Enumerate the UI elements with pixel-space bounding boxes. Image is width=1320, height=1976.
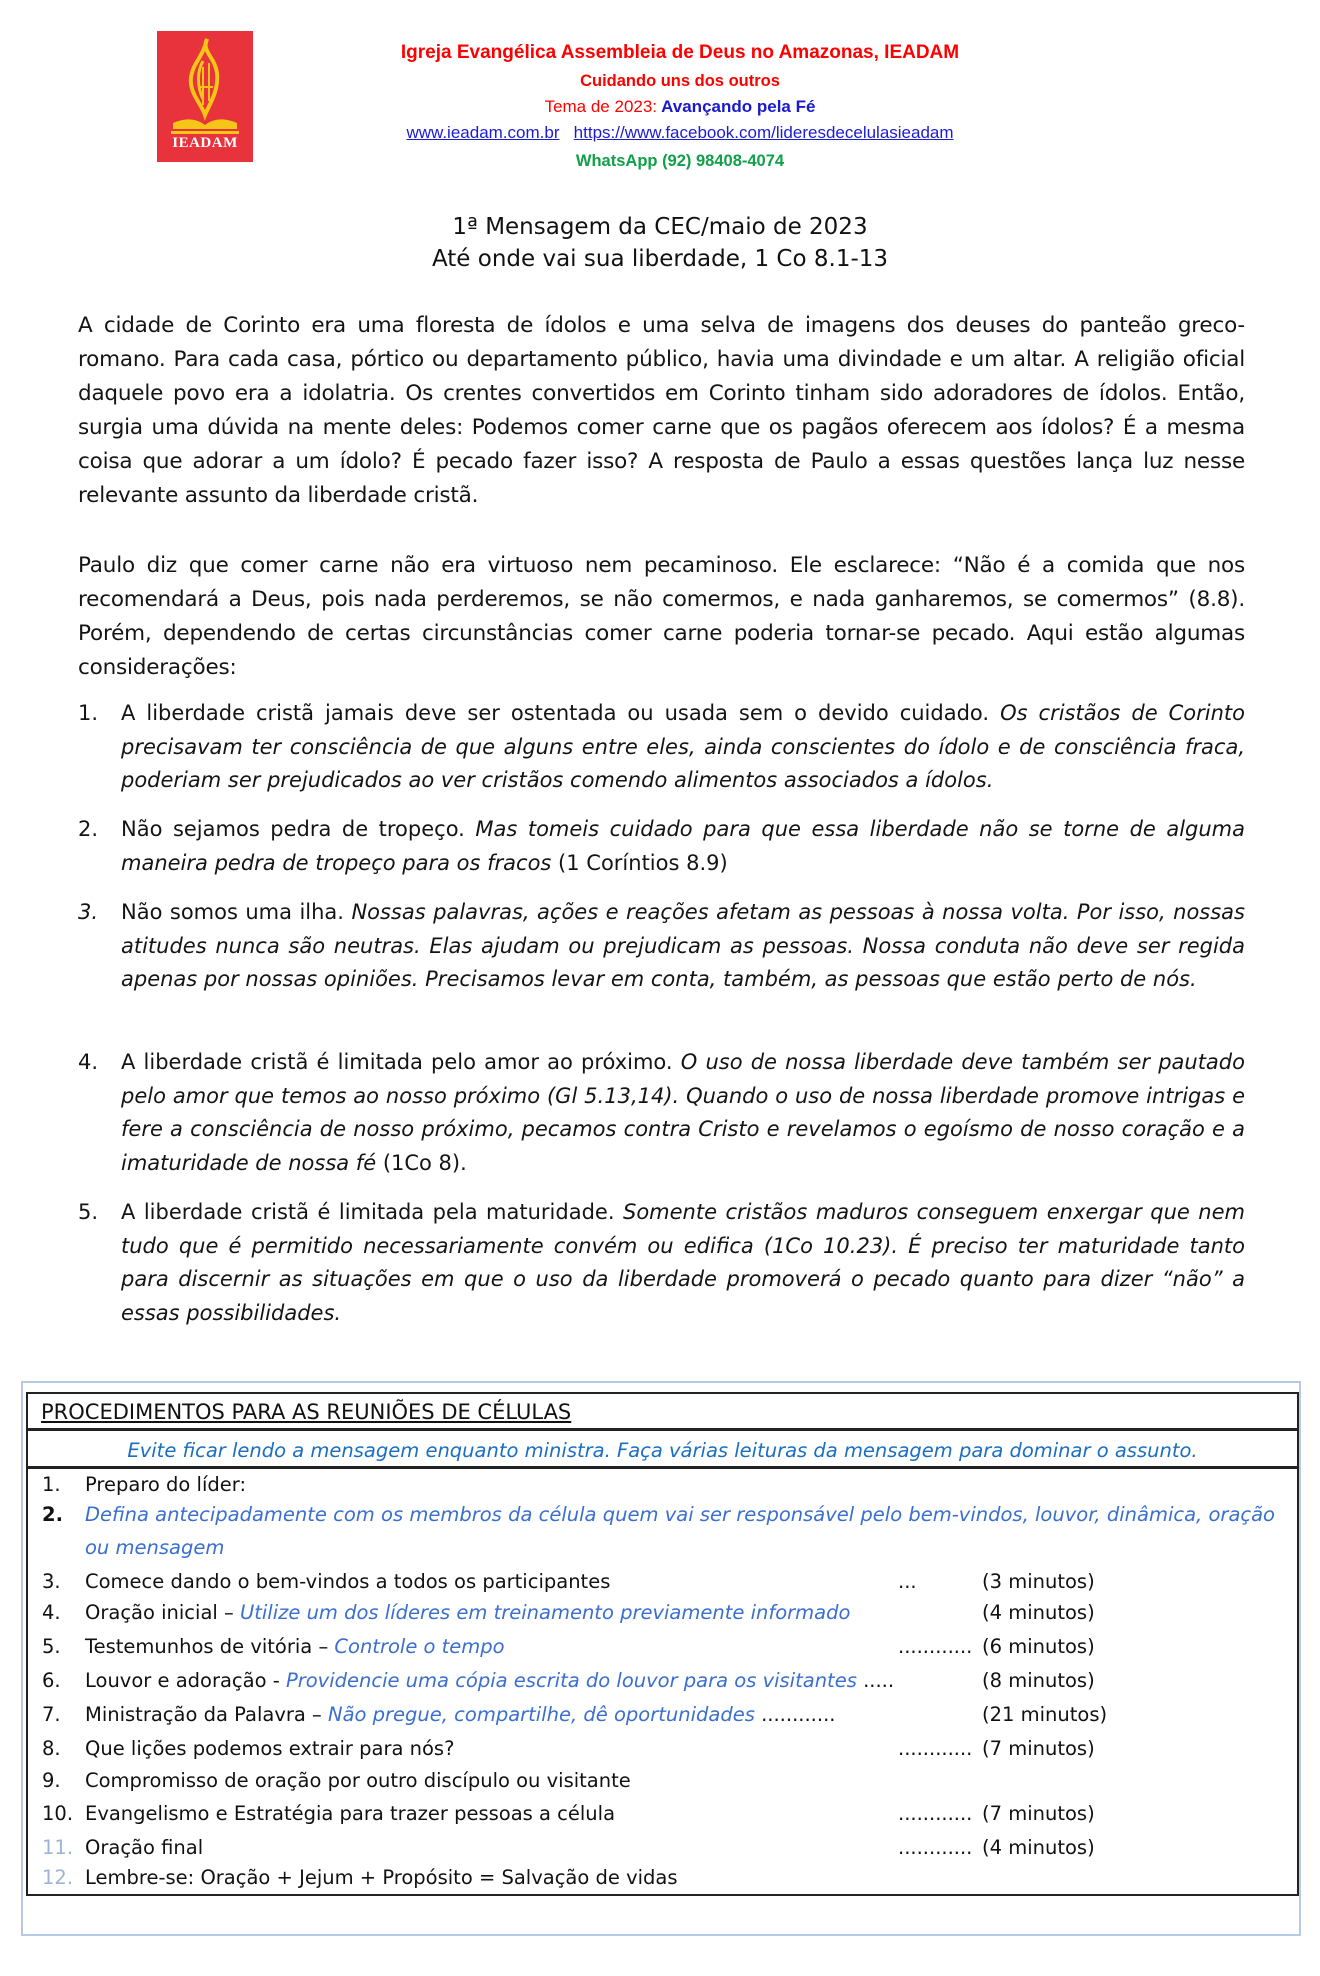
item-lead: A liberdade cristã é limitada pela maturidade. xyxy=(121,1200,615,1224)
row-text: Lembre-se: Oração + Jejum + Propósito = Salvação de vidas xyxy=(85,1866,678,1889)
row-number: 3. xyxy=(42,1570,61,1593)
procedure-row xyxy=(42,1500,85,1530)
row-text: Oração final xyxy=(85,1836,204,1859)
divider xyxy=(26,1466,1299,1469)
procedure-row xyxy=(42,1632,505,1662)
whatsapp: WhatsApp (92) 98408-4074 xyxy=(575,152,785,170)
item-lead: Não somos uma ilha. xyxy=(121,900,344,924)
paragraph-2: Paulo diz que comer carne não era virtuoso nem pecaminoso. Ele esclarece: “Não é a comida que nos recomendará a Deus, pois nada perderemos, se não comermos, e nada ganharemos, se comermos” (8.8). Porém, dependendo de certas circunstâncias comer carne poderia tornar-se pecado. Aqui estão algumas considerações: xyxy=(78,553,1245,680)
dot-leader: ............ xyxy=(761,1703,836,1726)
theme-line xyxy=(300,94,1060,120)
row-hint: Utilize um dos líderes em treinamento previamente informado xyxy=(239,1601,851,1624)
dot-leader: ..... xyxy=(863,1669,895,1692)
procedure-row xyxy=(42,1470,246,1500)
list-item xyxy=(78,1046,1245,1180)
row-minutes: (4 minutos) xyxy=(982,1836,1095,1859)
row-number: 7. xyxy=(42,1703,61,1726)
procedure-row xyxy=(42,1833,203,1863)
procedures-title: PROCEDIMENTOS PARA AS REUNIÕES DE CÉLULAS xyxy=(41,1400,572,1424)
links-line xyxy=(300,120,1060,146)
item-number: 3. xyxy=(78,900,99,924)
list-item xyxy=(78,697,1245,798)
procedure-row xyxy=(42,1666,894,1696)
facebook-link[interactable]: https://www.facebook.com/lideresdecelulasieadam xyxy=(573,123,954,142)
item-lead: A liberdade cristã é limitada pelo amor ao próximo. xyxy=(121,1050,673,1074)
row-number: 4. xyxy=(42,1601,61,1624)
item-detail: Os cristãos de Corinto precisavam ter consciência de que alguns entre eles, ainda conscientes do ídolo e de consciência fraca, poderiam ser prejudicados ao ver cristãos comendo alimentos associados a ídolos. xyxy=(121,701,1245,792)
procedure-row xyxy=(42,1598,850,1628)
row-text: Testemunhos de vitória – xyxy=(85,1635,335,1658)
row-text: Compromisso de oração por outro discípulo ou visitante xyxy=(85,1769,631,1792)
procedure-row xyxy=(42,1799,615,1829)
row-number: 10. xyxy=(42,1802,74,1825)
item-detail: Nossas palavras, ações e reações afetam as pessoas à nossa volta. Por isso, nossas atitudes nunca são neutras. Elas ajudam ou prejudicam as pessoas. Nossa conduta não deve ser regida apenas por nossas opiniões. Precisamos levar em conta, também, as pessoas que estão perto de nós. xyxy=(121,900,1245,991)
procedure-row xyxy=(42,1700,835,1730)
row-minutes: (7 minutos) xyxy=(982,1737,1095,1760)
row-minutes: (4 minutos) xyxy=(982,1601,1095,1624)
row-hint: Defina antecipadamente com os membros da célula quem vai ser responsável pelo bem-vindos, louvor, dinâmica, oração ou mensagem xyxy=(85,1503,1275,1559)
item-detail: O uso de nossa liberdade deve também ser pautado pelo amor que temos ao nosso próximo (Gl 5.13,14). Quando o uso de nossa liberdade promove intrigas e fere a consciência de nosso próximo, pecamos contra Cristo e revelamos o egoísmo de nosso coração e a imaturidade de nossa fé xyxy=(121,1050,1245,1175)
motto: Cuidando uns dos outros xyxy=(580,72,780,90)
row-hint: Controle o tempo xyxy=(334,1635,505,1658)
message-title: 1ª Mensagem da CEC/maio de 2023 xyxy=(452,214,868,240)
procedure-row xyxy=(42,1734,454,1764)
list-item xyxy=(78,813,1245,880)
row-text: Preparo do líder: xyxy=(85,1473,247,1496)
procedure-row xyxy=(42,1567,610,1597)
theme-label: Tema de 2023: xyxy=(544,97,658,116)
item-number: 5. xyxy=(78,1200,99,1224)
item-detail: Mas tomeis cuidado para que essa liberdade não se torne de alguma maneira pedra de tropeço para os fracos xyxy=(121,817,1246,875)
dot-leader: ............ xyxy=(898,1802,973,1825)
website-link[interactable]: www.ieadam.com.br xyxy=(406,123,560,142)
flame-bible-icon xyxy=(157,31,253,136)
row-text: Louvor e adoração - xyxy=(85,1669,286,1692)
ieadam-logo xyxy=(157,31,253,162)
logo-text: IEADAM xyxy=(172,135,238,151)
procedures-note: Evite ficar lendo a mensagem enquanto ministra. Faça várias leituras da mensagem para dominar o assunto. xyxy=(127,1439,1198,1462)
item-number: 1. xyxy=(78,701,99,725)
item-reference: (1Co 8). xyxy=(382,1150,467,1175)
item-reference: (1 Coríntios 8.9) xyxy=(558,850,728,875)
procedure-row xyxy=(42,1766,631,1796)
row-text: Evangelismo e Estratégia para trazer pessoas a célula xyxy=(85,1802,616,1825)
item-lead: A liberdade cristã jamais deve ser ostentada ou usada sem o devido cuidado. xyxy=(121,701,990,725)
org-name: Igreja Evangélica Assembleia de Deus no Amazonas, IEADAM xyxy=(400,42,960,63)
row-number: 1. xyxy=(42,1473,61,1496)
row-hint: Não pregue, compartilhe, dê oportunidades xyxy=(327,1703,755,1726)
row-minutes: (6 minutos) xyxy=(982,1635,1095,1658)
theme-value: Avançando pela Fé xyxy=(661,97,816,116)
row-text: Comece dando o bem-vindos a todos os participantes xyxy=(85,1570,611,1593)
row-minutes: (8 minutos) xyxy=(982,1669,1095,1692)
item-detail: Somente cristãos maduros conseguem enxergar que nem tudo que é permitido necessariamente convém ou edifica (1Co 10.23). É preciso ter maturidade tanto para discernir as situações em que o uso da liberdade promoverá o pecado quanto para dizer “não” a essas possibilidades. xyxy=(121,1200,1245,1325)
row-minutes: (7 minutos) xyxy=(982,1802,1095,1825)
row-minutes: (3 minutos) xyxy=(982,1570,1095,1593)
procedure-row xyxy=(42,1863,678,1893)
item-lead: Não sejamos pedra de tropeço. xyxy=(121,817,465,841)
list-item xyxy=(78,896,1245,997)
dot-leader: ............ xyxy=(898,1836,973,1859)
list-item xyxy=(78,1196,1245,1330)
dot-leader: ... xyxy=(898,1570,917,1593)
row-number: 2. xyxy=(42,1503,63,1526)
row-number: 12. xyxy=(42,1866,74,1889)
row-number: 5. xyxy=(42,1635,61,1658)
row-minutes: (21 minutos) xyxy=(982,1703,1108,1726)
dot-leader: ............ xyxy=(898,1737,973,1760)
row-number: 8. xyxy=(42,1737,61,1760)
message-subtitle: Até onde vai sua liberdade, 1 Co 8.1-13 xyxy=(431,246,889,272)
item-number: 4. xyxy=(78,1050,99,1074)
row-number: 11. xyxy=(42,1836,74,1859)
row-hint: Providencie uma cópia escrita do louvor para os visitantes xyxy=(285,1669,857,1692)
paragraph-1: A cidade de Corinto era uma floresta de ídolos e uma selva de imagens dos deuses do panteão greco-romano. Para cada casa, pórtico ou departamento público, havia uma divindade e um altar. A religião oficial daquele povo era a idolatria. Os crentes convertidos em Corinto tinham sido adoradores de ídolos. Então, surgia uma dúvida na mente deles: Podemos comer carne que os pagãos oferecem aos ídolos? É a mesma coisa que adorar a um ídolo? É pecado fazer isso? A resposta de Paulo a essas questões lança luz nesse relevante assunto da liberdade cristã. xyxy=(78,313,1245,508)
item-number: 2. xyxy=(78,817,99,841)
dot-leader: ............ xyxy=(898,1635,973,1658)
row-number: 6. xyxy=(42,1669,61,1692)
row-text: Oração inicial – xyxy=(85,1601,240,1624)
row-number: 9. xyxy=(42,1769,61,1792)
row-text: Que lições podemos extrair para nós? xyxy=(85,1737,455,1760)
row-text: Ministração da Palavra – xyxy=(85,1703,328,1726)
